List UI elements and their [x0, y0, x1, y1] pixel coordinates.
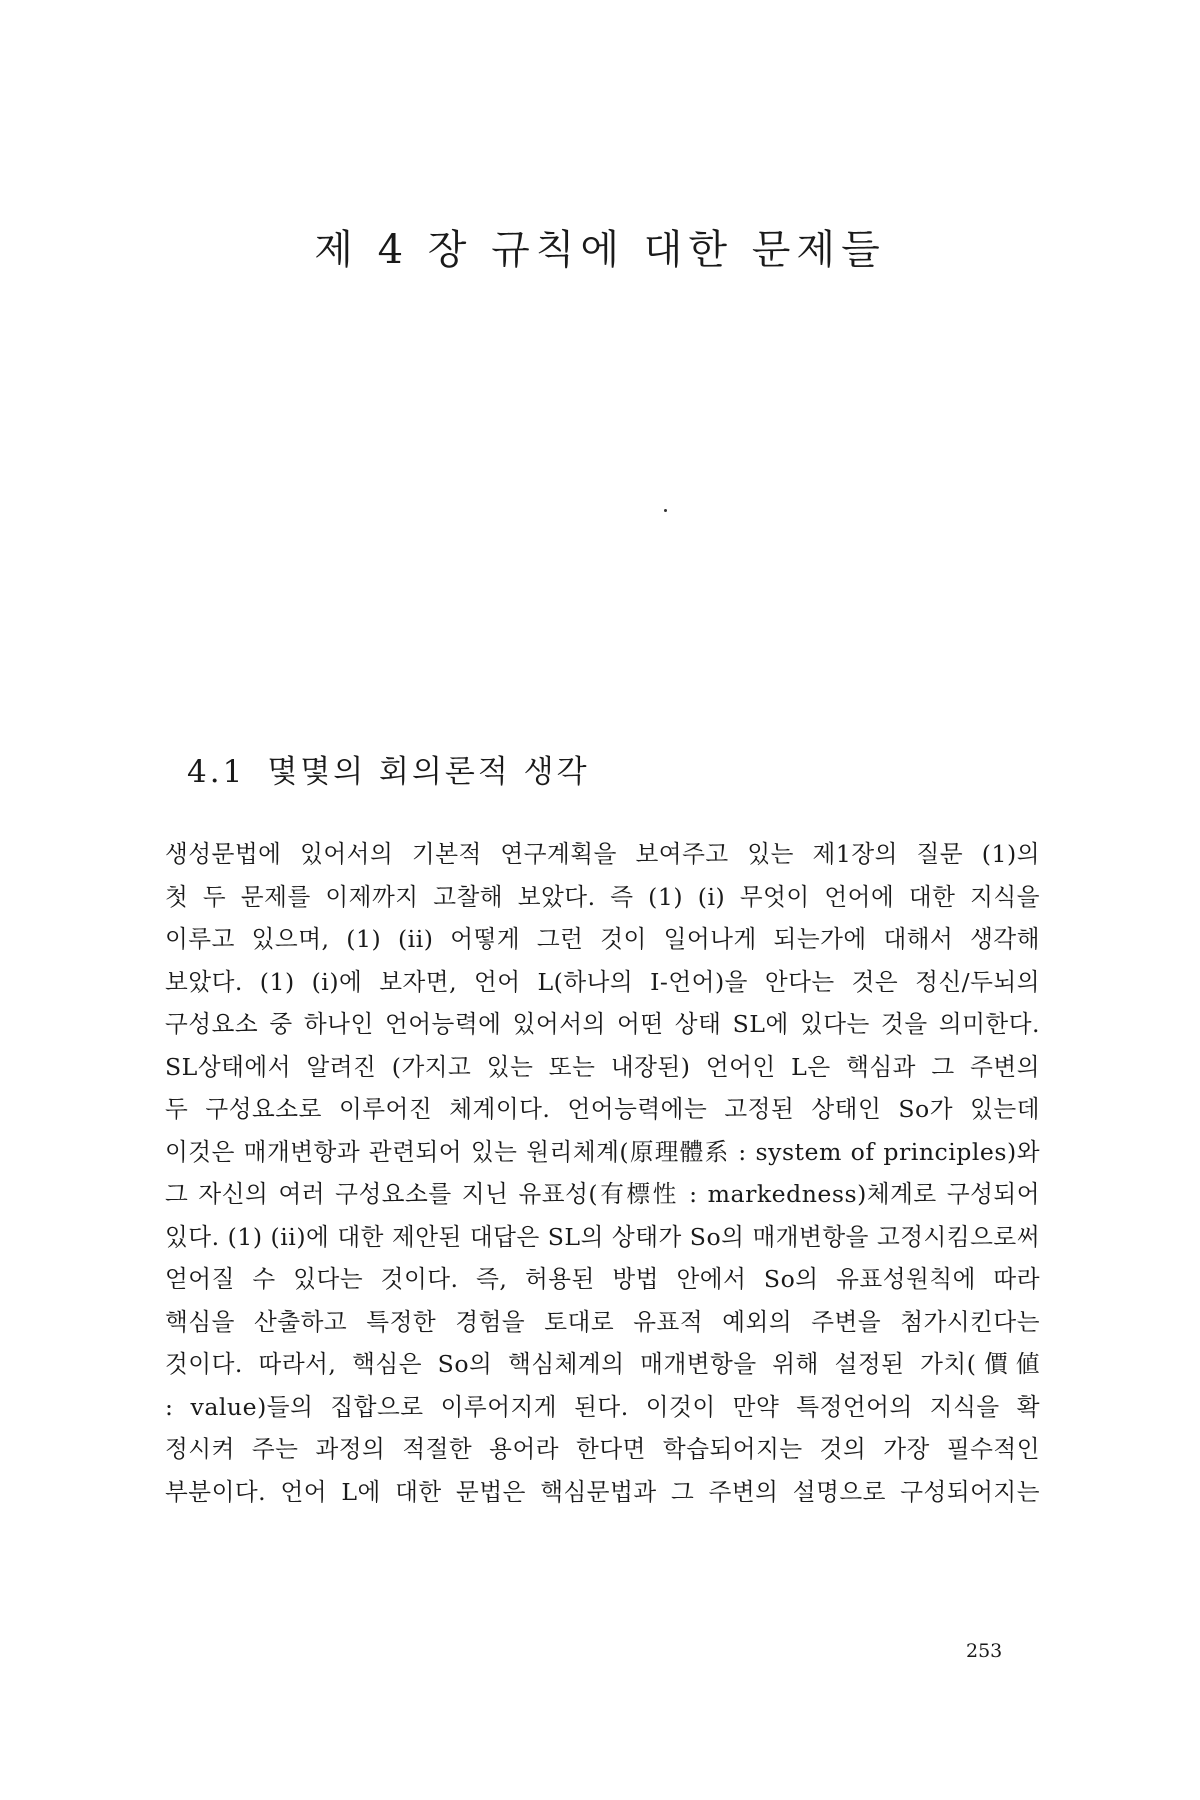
text-line: 두 구성요소로 이루어진 체계이다. 언어능력에는 고정된 상태인 So가 있는데	[165, 1095, 1040, 1123]
text-line: 그 자신의 여러 구성요소를 지닌 유표성(有標性 : markedness)체계로 구성되어	[165, 1180, 1040, 1208]
text-line: 보았다. (1) (i)에 보자면, 언어 L(하나의 I-언어)을 안다는 것은 정신/두뇌의	[165, 967, 1040, 996]
text-line: 구성요소 중 하나인 언어능력에 있어서의 어떤 상태 SL에 있다는 것을 의미한다.	[165, 1010, 1040, 1038]
text-line: 이것은 매개변항과 관련되어 있는 원리체계(原理體系 : system of principles)와	[165, 1137, 1040, 1166]
section-title: 몇몇의 회의론적 생각	[267, 754, 590, 790]
text-line: 것이다. 따라서, 핵심은 So의 핵심체계의 매개변항을 위해 설정된 가치(價値	[165, 1350, 1040, 1378]
text-line: 정시켜 주는 과정의 적절한 용어라 한다면 학습되어지는 것의 가장 필수적인	[165, 1435, 1040, 1463]
section-heading	[187, 746, 590, 791]
text-line: 핵심을 산출하고 특정한 경험을 토대로 유표적 예외의 주변을 첨가시킨다는	[165, 1307, 1040, 1336]
text-line: 얻어질 수 있다는 것이다. 즉, 허용된 방법 안에서 So의 유표성원칙에 따라	[165, 1265, 1040, 1293]
body-paragraph	[165, 833, 1040, 1513]
text-line: 이루고 있으며, (1) (ii) 어떻게 그런 것이 일어나게 되는가에 대해서 생각해	[165, 925, 1040, 953]
page-number: 253	[966, 1640, 1003, 1662]
text-line: 첫 두 문제를 이제까지 고찰해 보았다. 즉 (1) (i) 무엇이 언어에 대한 지식을	[165, 882, 1040, 911]
section-number: 4.1	[187, 754, 246, 790]
text-line: 부분이다. 언어 L에 대한 문법은 핵심문법과 그 주변의 설명으로 구성되어지는	[165, 1477, 1040, 1506]
text-line: SL상태에서 알려진 (가지고 있는 또는 내장된) 언어인 L은 핵심과 그 주변의	[165, 1052, 1040, 1081]
text-line: : value)들의 집합으로 이루어지게 된다. 이것이 만약 특정언어의 지식을 확	[165, 1392, 1040, 1421]
text-line: 있다. (1) (ii)에 대한 제안된 대답은 SL의 상태가 So의 매개변항을 고정시킴으로써	[165, 1222, 1040, 1251]
text-line: 생성문법에 있어서의 기본적 연구계획을 보여주고 있는 제1장의 질문 (1)의	[165, 840, 1040, 868]
chapter-title: 제 4 장 규칙에 대한 문제들	[314, 227, 886, 273]
print-speck	[664, 509, 667, 512]
